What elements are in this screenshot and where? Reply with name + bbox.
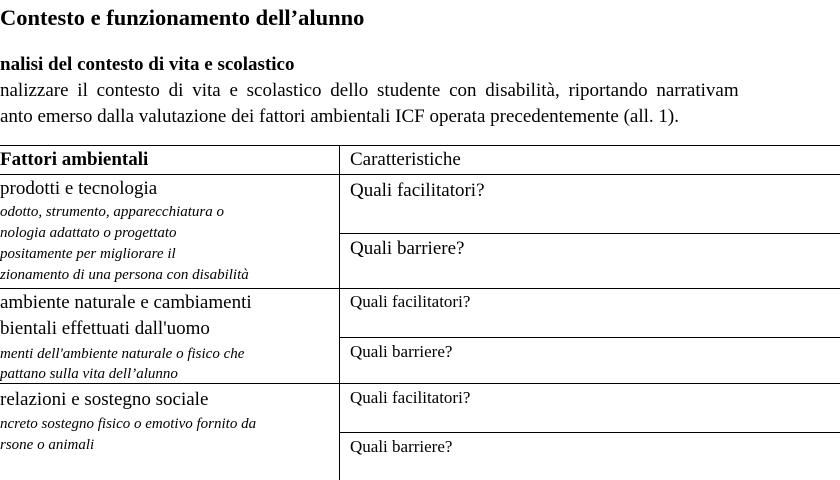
row1-bottom-border — [0, 288, 840, 289]
row3-title: relazioni e sostegno sociale — [0, 389, 209, 410]
table-top-border — [0, 145, 840, 146]
row1-split-border — [340, 233, 840, 234]
header-characteristics: Caratteristiche — [350, 149, 461, 170]
row2-split-border — [340, 337, 840, 338]
column-divider — [339, 145, 340, 480]
intro-paragraph — [0, 78, 739, 130]
section-title: Contesto e funzionamento dell’alunno — [0, 5, 365, 30]
row1-desc-line-2: nologia adattato o progettato — [0, 225, 177, 241]
intro-line-2: anto emerso dalla valutazione dei fattori ambientali ICF operata precedentemente (all. 1). — [0, 106, 679, 127]
row1-desc-line-1: odotto, strumento, apparecchiatura o — [0, 204, 225, 220]
row1-facilitators-label: Quali facilitatori? — [350, 180, 485, 201]
row3-facilitators-label: Quali facilitatori? — [350, 388, 471, 407]
row3-desc-line-1: ncreto sostegno fisico o emotivo fornito da — [0, 416, 257, 432]
row3-split-border — [340, 432, 840, 433]
row3-desc-line-2: rsone o animali — [0, 437, 95, 453]
row2-title-line-2: bientali effettuati dall'uomo — [0, 318, 210, 339]
row3-barriers-label: Quali barriere? — [350, 437, 453, 456]
row2-desc-line-2: pattano sulla vita dell’alunno — [0, 366, 178, 382]
row2-desc-line-1: menti dell'ambiente naturale o fisico che — [0, 346, 245, 362]
row1-title: prodotti e tecnologia — [0, 178, 158, 199]
row1-desc-line-3: positamente per migliorare il — [0, 246, 176, 262]
intro-line-1: nalizzare il contesto di vita e scolastico dello studente con disabilità, riportando narrativam — [0, 80, 739, 101]
row2-facilitators-label: Quali facilitatori? — [350, 292, 471, 311]
subsection-title: nalisi del contesto di vita e scolastico — [0, 54, 295, 75]
header-factors: Fattori ambientali — [0, 149, 149, 170]
row1-barriers-label: Quali barriere? — [350, 238, 465, 259]
row2-barriers-label: Quali barriere? — [350, 342, 453, 361]
header-bottom-border — [0, 174, 840, 175]
row2-title-line-1: ambiente naturale e cambiamenti — [0, 292, 252, 313]
row1-desc-line-4: zionamento di una persona con disabilità — [0, 267, 249, 283]
